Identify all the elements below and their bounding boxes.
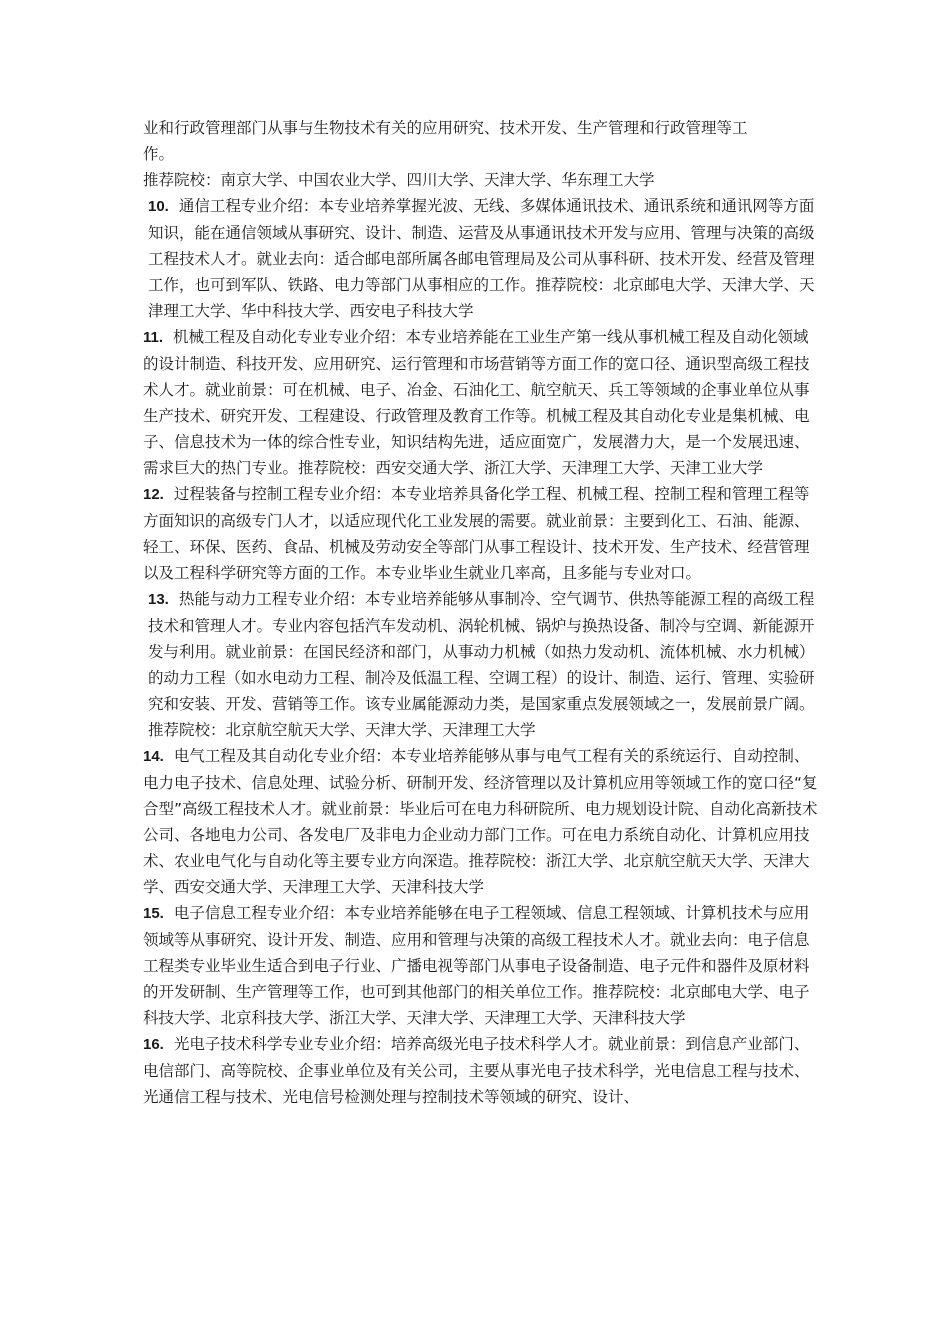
item-number: 15. [143, 905, 164, 922]
item-text: 过程装备与控制工程专业介绍：本专业培养具备化学工程、机械工程、控制工程和管理工程等方面知识的高级专门人才，以适应现代化工业发展的需要。就业前景：主要到化工、石油、能源、轻工、环保、医药、食品、机械及劳动安全等部门从事工程设计、技术开发、生产技术、经营管理以及工程科学研究等方面的工作。本专业毕业生就业几率高，且多能与专业对口。 [143, 485, 810, 582]
item-text: 热能与动力工程专业介绍：本专业培养能够从事制冷、空气调节、供热等能源工程的高级工程技术和管理人才。专业内容包括汽车发动机、涡轮机械、锅炉与换热设备、制冷与空调、新能源开发与利用。就业前景：在国民经济和部门，从事动力机械（如热力发动机、流体机械、水力机械）的动力工程（如水电动力工程、制冷及低温工程、空调工程）的设计、制造、运行、管理、实验研究和安装、开发、营销等工作。该专业属能源动力类，是国家重点发展领域之一，发展前景广阔。推荐院校：北京航空航天大学、天津大学、天津理工大学 [148, 590, 815, 739]
item-text: 通信工程专业介绍：本专业培养掌握光波、无线、多媒体通讯技术、通讯系统和通讯网等方面知识，能在通信领域从事研究、设计、制造、运营及从事通讯技术开发与应用、管理与决策的高级工程技术人才。就业去向：适合邮电部所属各邮电管理局及公司从事科研、技术开发、经营及管理工作，也可到军队、铁路、电力等部门从事相应的工作。推荐院校：北京邮电大学、天津大学、天津理工大学、华中科技大学、西安电子科技大学 [148, 197, 815, 320]
item-number: 10. [148, 198, 169, 215]
item-text: 机械工程及自动化专业专业介绍：本专业培养能在工业生产第一线从事机械工程及自动化领域的设计制造、科技开发、应用研究、运行管理和市场营销等方面工作的宽口径、通识型高级工程技术人才。就业前景：可在机械、电子、冶金、石油化工、航空航天、兵工等领域的企事业单位从事生产技术、研究开发、工程建设、行政管理及教育工作等。机械工程及其自动化专业是集机械、电子、信息技术为一体的综合性专业，知识结构先进，适应面宽广，发展潜力大，是一个发展迅速、需求巨大的热门专业。推荐院校：西安交通大学、浙江大学、天津理工大学、天津工业大学 [143, 328, 810, 477]
list-item-12 [143, 481, 823, 586]
text-line: 业和行政管理部门从事与生物技术有关的应用研究、技术开发、生产管理和行政管理等工 [143, 119, 748, 137]
item-text: 电气工程及其自动化专业介绍：本专业培养能够从事与电气工程有关的系统运行、自动控制、电力电子技术、信息处理、试验分析、研制开发、经济管理以及计算机应用等领域工作的宽口径“复合型”高级工程技术人才。就业前景：毕业后可在电力科研院所、电力规划设计院、自动化高新技术公司、各地电力公司、各发电厂及非电力企业动力部门工作。可在电力系统自动化、计算机应用技术、农业电气化与自动化等主要专业方向深造。推荐院校：浙江大学、北京航空航天大学、天津大学、西安交通大学、天津理工大学、天津科技大学 [143, 747, 818, 896]
document-body [143, 115, 823, 1110]
text-line: 作。 [143, 145, 175, 163]
item-number: 14. [143, 748, 164, 765]
item-number: 13. [148, 591, 169, 608]
recommended-schools-line: 推荐院校：南京大学、中国农业大学、四川大学、天津大学、华东理工大学 [143, 171, 655, 189]
paragraph-continuation [143, 115, 823, 167]
list-item-15 [143, 900, 823, 1031]
item-number: 16. [143, 1036, 164, 1053]
list-item-16 [143, 1031, 823, 1110]
item-number: 12. [143, 486, 164, 503]
list-item-11 [143, 324, 823, 481]
list-item-14 [143, 743, 823, 900]
list-item-10 [143, 193, 823, 324]
item-number: 11. [143, 329, 164, 346]
item-text: 光电子技术科学专业专业介绍：培养高级光电子技术科学人才。就业前景：到信息产业部门、电信部门、高等院校、企事业单位及有关公司，主要从事光电子技术科学，光电信息工程与技术、光通信工程与技术、光电信号检测处理与控制技术等领域的研究、设计、 [143, 1035, 810, 1106]
list-item-13 [143, 586, 823, 743]
item-text: 电子信息工程专业介绍：本专业培养能够在电子工程领域、信息工程领域、计算机技术与应用领域等从事研究、设计开发、制造、应用和管理与决策的高级工程技术人才。就业去向：电子信息工程类专业毕业生适合到电子行业、广播电视等部门从事电子设备制造、电子元件和器件及原材料的开发研制、生产管理等工作，也可到其他部门的相关单位工作。推荐院校：北京邮电大学、电子科技大学、北京科技大学、浙江大学、天津大学、天津理工大学、天津科技大学 [143, 904, 810, 1027]
